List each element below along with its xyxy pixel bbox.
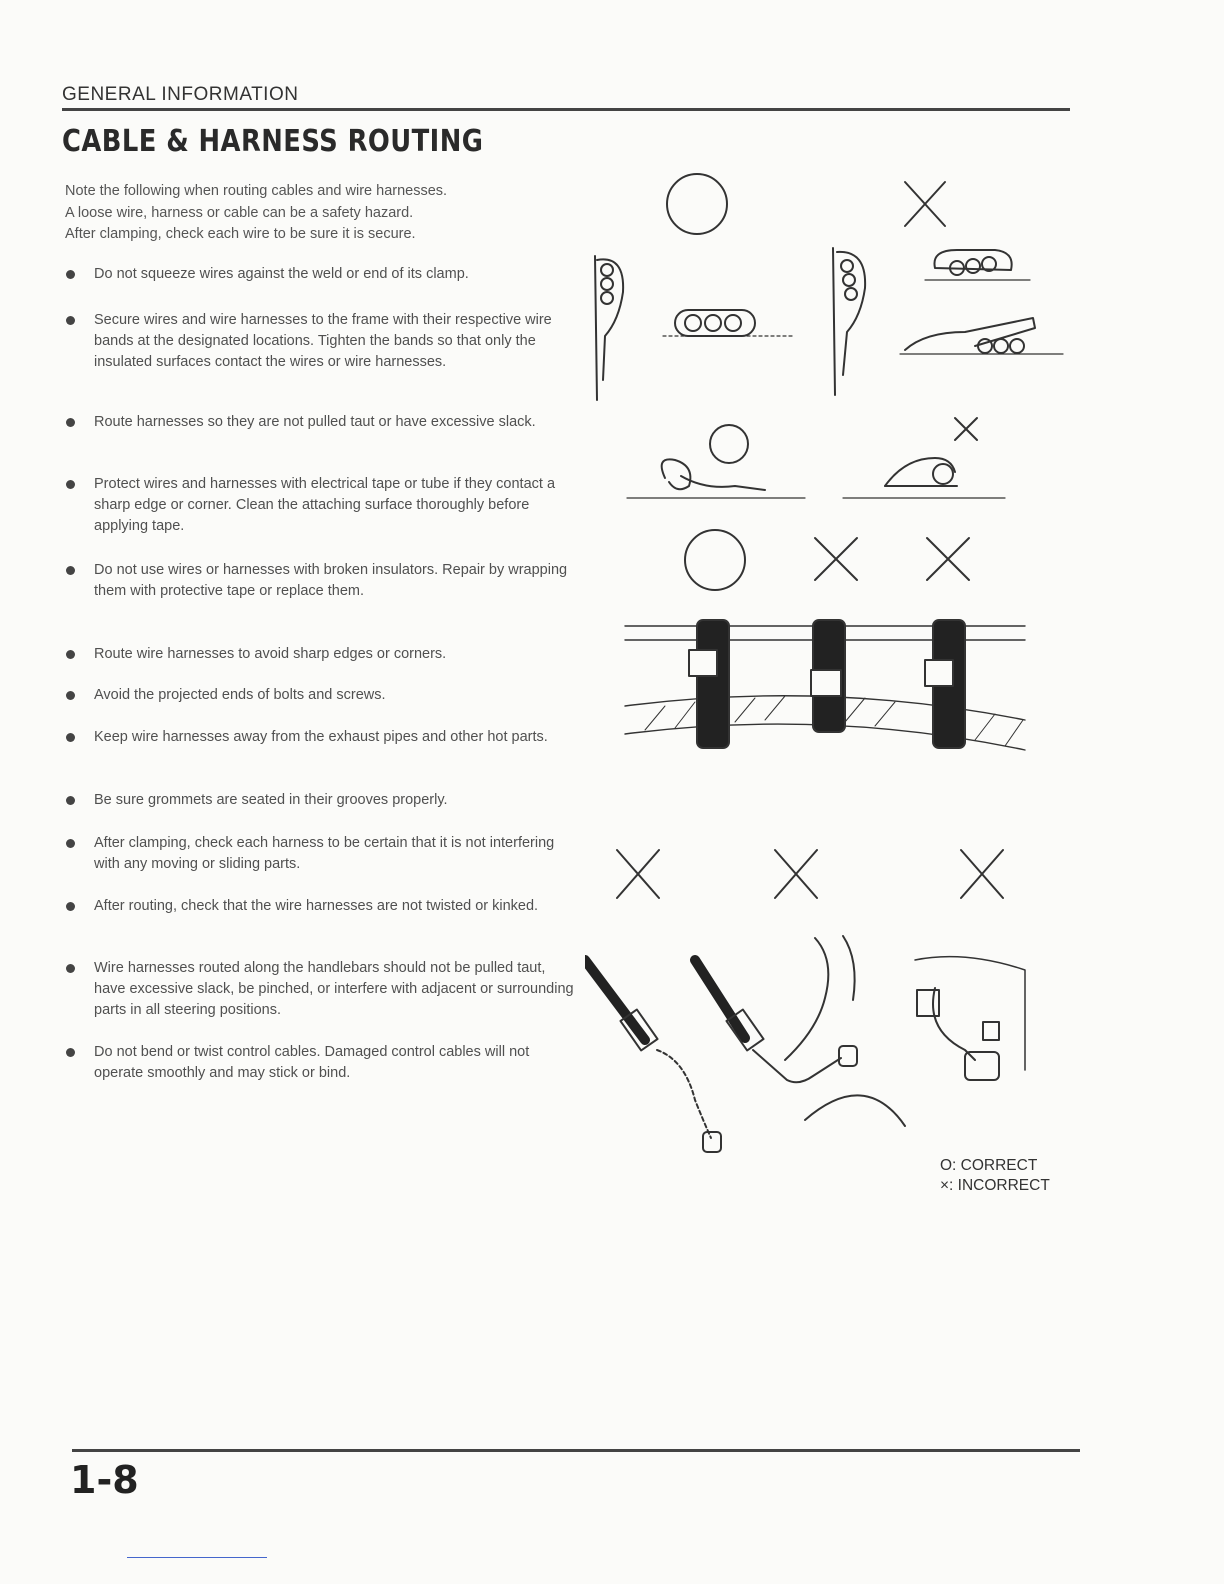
bullet-item [66,896,578,917]
bullet-text: Route harnesses so they are not pulled taut or have excessive slack. [94,414,536,430]
incorrect-mark-icon [905,182,945,226]
bottom-rule [72,1449,1080,1452]
incorrect-mark-icon [955,418,977,440]
wire-band-figure [627,418,1005,498]
bullet-item [66,560,578,602]
clamp-weld-figure [595,174,1063,400]
intro-line: After clamping, check each wire to be sure it is secure. [65,226,416,242]
section-header: GENERAL INFORMATION [62,84,299,105]
handlebar-figure [585,850,1025,1152]
intro-line: Note the following when routing cables and wire harnesses. [65,183,448,199]
bullet-text: After clamping, check each harness to be certain that it is not interfering with any moving or sliding parts. [94,835,555,872]
bullet-item [66,685,578,706]
bullet-item [66,1042,578,1084]
bullet-item [66,644,578,665]
page-number: 1-8 [70,1458,139,1502]
intro-line: A loose wire, harness or cable can be a safety hazard. [65,204,414,221]
clamp-pipe-figure [625,530,1025,750]
bullet-text: Route wire harnesses to avoid sharp edges or corners. [94,646,447,662]
bullet-item [66,310,578,373]
bullet-dot-icon [66,902,75,911]
bullet-item [66,412,578,433]
bullet-dot-icon [66,270,75,279]
bullet-text: After routing, check that the wire harnesses are not twisted or kinked. [94,898,539,914]
bullet-item [66,474,578,537]
bullet-text: Do not squeeze wires against the weld or end of its clamp. [94,266,469,282]
bullet-text: Be sure grommets are seated in their grooves properly. [94,792,448,808]
bullet-dot-icon [66,1048,75,1057]
bullet-dot-icon [66,733,75,742]
bullet-dot-icon [66,964,75,973]
bullet-item [66,727,578,748]
bullet-dot-icon [66,316,75,325]
bullet-dot-icon [66,480,75,489]
bullet-dot-icon [66,691,75,700]
legend [940,1156,1050,1196]
bullet-item [66,958,578,1021]
bullet-dot-icon [66,839,75,848]
incorrect-mark-icon [775,850,817,898]
legend-incorrect: ×: INCORRECT [940,1177,1050,1194]
bullet-text: Do not bend or twist control cables. Damaged control cables will not operate smoothly and may stick or bind. [94,1044,530,1081]
bullet-dot-icon [66,418,75,427]
routing-illustrations [585,160,1065,1160]
bullet-item [66,790,578,811]
bullet-item [66,264,578,285]
intro-text [65,181,585,246]
bullet-text: Wire harnesses routed along the handlebars should not be pulled taut, have excessive slack, be pinched, or interfere with adjacent or surrounding parts in all steering positions. [94,960,574,1018]
bullet-text: Avoid the projected ends of bolts and screws. [94,687,386,703]
page-title: CABLE & HARNESS ROUTING [62,124,484,159]
top-rule [62,108,1070,111]
bullet-item [66,833,578,875]
bullet-dot-icon [66,566,75,575]
bullet-dot-icon [66,650,75,659]
correct-mark-icon [685,530,745,590]
correct-mark-icon [710,425,748,463]
correct-mark-icon [667,174,727,234]
legend-correct: O: CORRECT [940,1157,1038,1174]
bullet-dot-icon [66,796,75,805]
bullet-text: Secure wires and wire harnesses to the frame with their respective wire bands at the designated locations. Tighten the bands so that only the insulated surfaces contact the wires or wire harnesses. [94,312,552,370]
bullet-text: Protect wires and harnesses with electrical tape or tube if they contact a sharp edge or corner. Clean the attaching surface thoroughly before applying tape. [94,476,556,534]
incorrect-mark-icon [927,538,969,580]
bullet-text: Keep wire harnesses away from the exhaust pipes and other hot parts. [94,729,548,745]
incorrect-mark-icon [815,538,857,580]
footer-link-underline [127,1557,267,1558]
incorrect-mark-icon [617,850,659,898]
incorrect-mark-icon [961,850,1003,898]
bullet-text: Do not use wires or harnesses with broken insulators. Repair by wrapping them with protective tape or replace them. [94,562,568,599]
